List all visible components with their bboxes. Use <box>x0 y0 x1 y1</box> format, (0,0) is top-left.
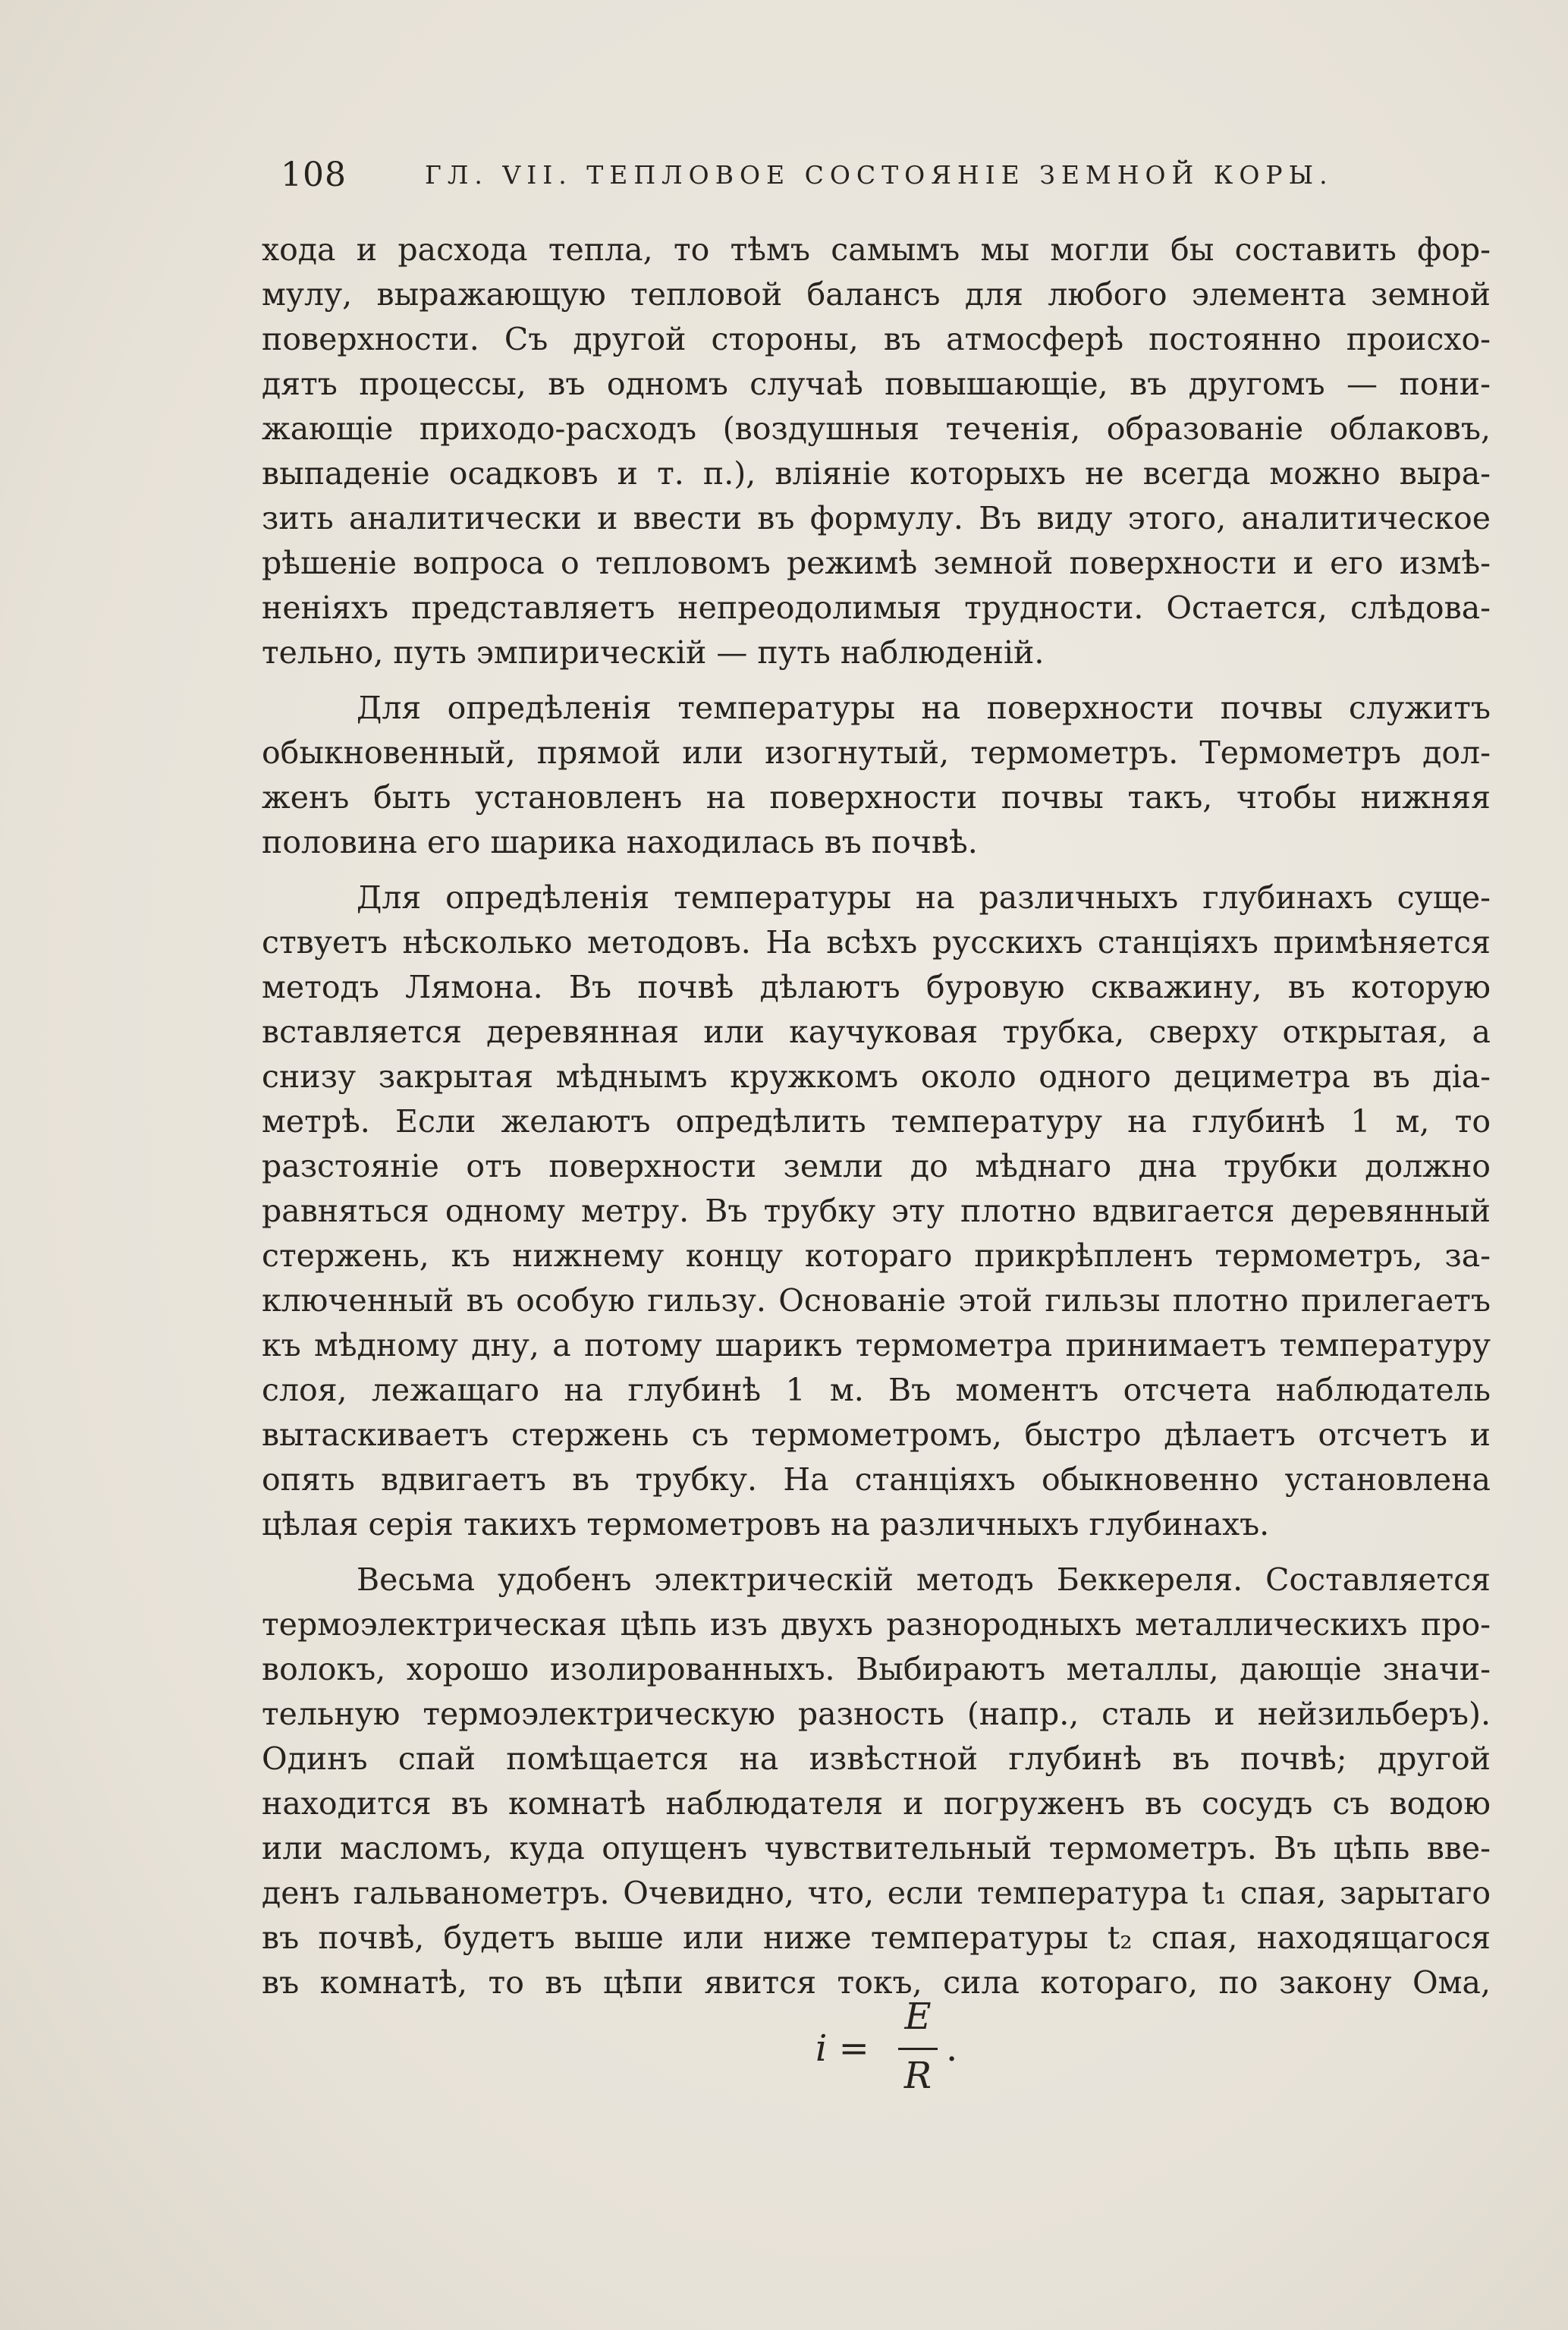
text-line: методъ Лямона. Въ почвѣ дѣлаютъ буровую скважину, въ которую <box>262 969 1491 1005</box>
text-line: жающіе приходо-расходъ (воздушныя теченія, образованіе облаковъ, <box>262 410 1491 447</box>
text-line: слоя, лежащаго на глубинѣ 1 м. Въ моментъ отсчета наблюдатель <box>262 1372 1491 1408</box>
body-text <box>262 228 1491 2005</box>
fraction-bar <box>898 2048 938 2050</box>
text-line: цѣлая серія такихъ термометровъ на различныхъ глубинахъ. <box>262 1506 1270 1542</box>
page-number: 108 <box>281 156 347 194</box>
formula-denominator: R <box>903 2055 932 2097</box>
text-line: Весьма удобенъ электрическій методъ Беккереля. Составляется <box>357 1561 1491 1598</box>
text-line: поверхности. Съ другой стороны, въ атмосферѣ постоянно происхо- <box>262 321 1491 357</box>
text-line: находится въ комнатѣ наблюдателя и погруженъ въ сосудъ съ водою <box>262 1785 1491 1822</box>
text-line: разстояніе отъ поверхности земли до мѣднаго дна трубки должно <box>262 1148 1491 1184</box>
text-line: обыкновенный, прямой или изогнутый, термометръ. Термометръ дол- <box>262 734 1491 771</box>
formula-fraction <box>895 1995 941 2102</box>
text-line: въ почвѣ, будетъ выше или ниже температуры t₂ спая, находящагося <box>262 1920 1491 1956</box>
text-line: тельно, путь эмпирическій — путь наблюденій. <box>262 634 1045 671</box>
formula-lhs: i = <box>815 2027 869 2070</box>
text-line: ствуетъ нѣсколько методовъ. На всѣхъ русскихъ станціяхъ примѣняется <box>262 924 1491 961</box>
ohm-law-formula <box>0 1995 1568 2102</box>
running-head: ГЛ. VII. ТЕПЛОВОЕ СОСТОЯНІЕ ЗЕМНОЙ КОРЫ. <box>425 160 1334 190</box>
text-line: тельную термоэлектрическую разность (напр., сталь и нейзильберъ). <box>262 1696 1491 1732</box>
text-line: снизу закрытая мѣднымъ кружкомъ около одного дециметра въ діа- <box>262 1058 1491 1095</box>
text-line: Для опредѣленія температуры на поверхности почвы служитъ <box>357 690 1491 726</box>
text-line: Одинъ спай помѣщается на извѣстной глубинѣ въ почвѣ; другой <box>262 1740 1491 1777</box>
text-line: въ комнатѣ, то въ цѣпи явится токъ, сила котораго, по закону Ома, <box>262 1964 1491 2001</box>
text-line: вытаскиваетъ стержень съ термометромъ, быстро дѣлаетъ отсчетъ и <box>262 1417 1491 1453</box>
text-line: мулу, выражающую тепловой балансъ для любого элемента земной <box>262 276 1491 313</box>
text-line: выпаденіе осадковъ и т. п.), вліяніе которыхъ не всегда можно выра- <box>262 455 1491 492</box>
text-line: неніяхъ представляетъ непреодолимыя трудности. Остается, слѣдова- <box>262 590 1491 626</box>
page-header <box>281 156 1494 201</box>
paragraph <box>262 1558 1491 2005</box>
text-line: ключенный въ особую гильзу. Основаніе этой гильзы плотно прилегаетъ <box>262 1282 1491 1319</box>
text-line: къ мѣдному дну, а потому шарикъ термометра принимаетъ температуру <box>262 1327 1491 1363</box>
text-line: хода и расхода тепла, то тѣмъ самымъ мы могли бы составить фор- <box>262 231 1491 268</box>
paragraph <box>262 686 1491 865</box>
text-line: термоэлектрическая цѣпь изъ двухъ разнородныхъ металлическихъ про- <box>262 1606 1491 1643</box>
text-line: зить аналитически и ввести въ формулу. Въ виду этого, аналитическое <box>262 500 1491 536</box>
text-line: половина его шарика находилась въ почвѣ. <box>262 824 978 860</box>
text-line: метрѣ. Если желаютъ опредѣлить температуру на глубинѣ 1 м, то <box>262 1103 1491 1140</box>
text-line: денъ гальванометръ. Очевидно, что, если температура t₁ спая, зарытаго <box>262 1875 1491 1911</box>
paragraph <box>262 876 1491 1547</box>
text-line: рѣшеніе вопроса о тепловомъ режимѣ земной поверхности и его измѣ- <box>262 545 1491 581</box>
text-line: дятъ процессы, въ одномъ случаѣ повышающіе, въ другомъ — пони- <box>262 366 1491 402</box>
formula-period: . <box>946 2027 958 2070</box>
text-line: волокъ, хорошо изолированныхъ. Выбираютъ металлы, дающіе значи- <box>262 1651 1491 1687</box>
text-line: стержень, къ нижнему концу котораго прикрѣпленъ термометръ, за- <box>262 1237 1491 1274</box>
text-line: опять вдвигаетъ въ трубку. На станціяхъ обыкновенно установлена <box>262 1461 1491 1498</box>
paragraph <box>262 228 1491 675</box>
text-line: равняться одному метру. Въ трубку эту плотно вдвигается деревянный <box>262 1193 1491 1229</box>
text-line: или масломъ, куда опущенъ чувствительный термометръ. Въ цѣпь вве- <box>262 1830 1491 1866</box>
text-line: женъ быть установленъ на поверхности почвы такъ, чтобы нижняя <box>262 779 1491 816</box>
text-line: Для опредѣленія температуры на различныхъ глубинахъ суще- <box>357 879 1491 916</box>
text-line: вставляется деревянная или каучуковая трубка, сверху открытая, а <box>262 1014 1491 1050</box>
formula-numerator: E <box>904 1995 932 2038</box>
